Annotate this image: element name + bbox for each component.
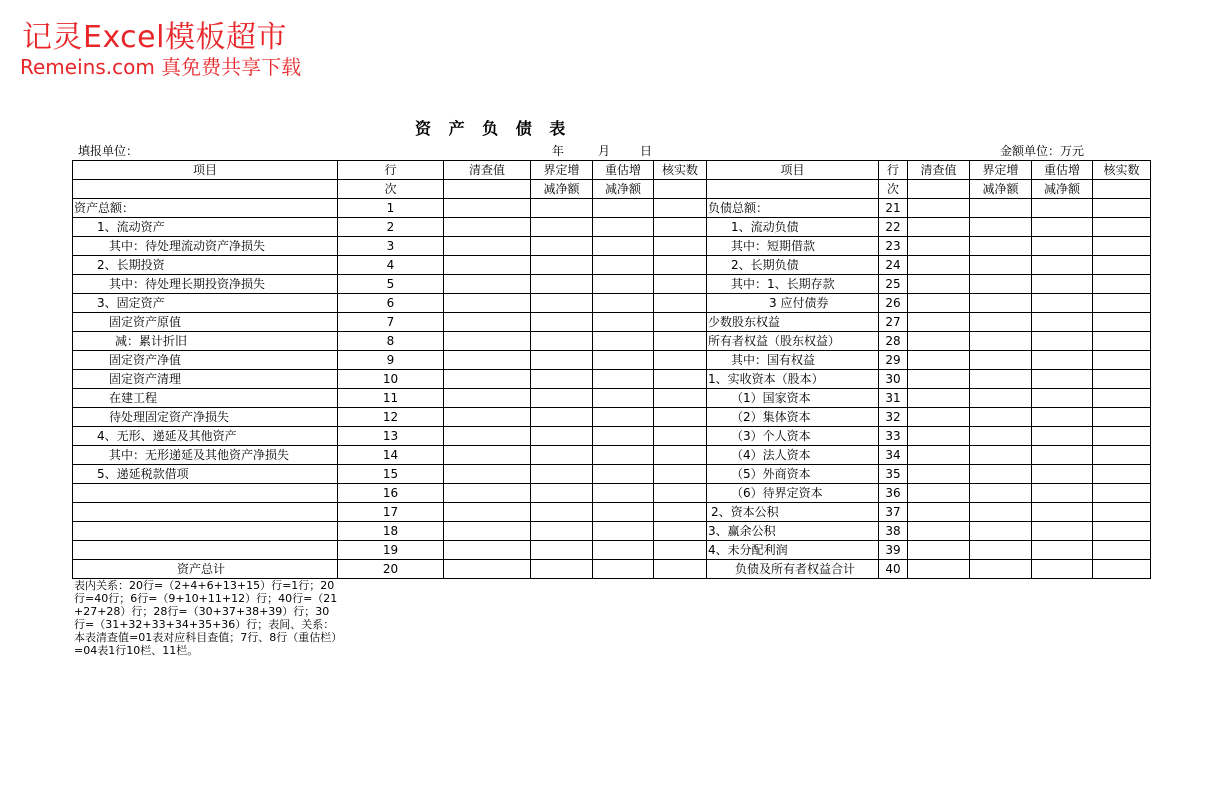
liability-adj1 — [970, 484, 1032, 503]
asset-item: 1、流动资产 — [73, 218, 338, 237]
liability-verified — [1093, 351, 1151, 370]
liability-item: 其中：1、长期存款 — [707, 275, 879, 294]
asset-verified — [654, 446, 707, 465]
col-header-check-value: 清查值 — [444, 161, 531, 180]
liability-line-no: 38 — [879, 522, 908, 541]
liability-check-value — [908, 427, 970, 446]
liability-verified — [1093, 503, 1151, 522]
asset-check-value — [444, 522, 531, 541]
asset-adj1 — [531, 484, 593, 503]
asset-adj2 — [593, 370, 654, 389]
liability-line-no: 31 — [879, 389, 908, 408]
asset-adj2 — [593, 484, 654, 503]
col-header-adj1-2: 减净额 — [531, 180, 593, 199]
liability-adj1 — [970, 522, 1032, 541]
liability-check-value — [908, 503, 970, 522]
header-blank — [654, 180, 707, 199]
liability-item: 负债总额： — [707, 199, 879, 218]
table-row — [73, 503, 1151, 522]
liability-line-no: 21 — [879, 199, 908, 218]
asset-check-value — [444, 332, 531, 351]
asset-adj1 — [531, 465, 593, 484]
asset-line-no: 12 — [338, 408, 444, 427]
liability-line-no: 28 — [879, 332, 908, 351]
asset-adj1 — [531, 370, 593, 389]
asset-verified — [654, 541, 707, 560]
asset-verified — [654, 351, 707, 370]
asset-check-value — [444, 560, 531, 579]
asset-adj2 — [593, 389, 654, 408]
asset-check-value — [444, 465, 531, 484]
asset-check-value — [444, 370, 531, 389]
liability-verified — [1093, 427, 1151, 446]
asset-verified — [654, 522, 707, 541]
asset-item — [73, 503, 338, 522]
asset-item: 待处理固定资产净损失 — [73, 408, 338, 427]
liability-item: （2）集体资本 — [707, 408, 879, 427]
liability-line-no: 40 — [879, 560, 908, 579]
liability-verified — [1093, 256, 1151, 275]
table-row — [73, 541, 1151, 560]
liability-verified — [1093, 313, 1151, 332]
asset-adj2 — [593, 332, 654, 351]
col-header-line-no: 行 — [338, 161, 444, 180]
col-header-line-no-2: 次 — [338, 180, 444, 199]
liability-adj1 — [970, 446, 1032, 465]
asset-adj2 — [593, 541, 654, 560]
asset-verified — [654, 408, 707, 427]
liability-item: （4）法人资本 — [707, 446, 879, 465]
liability-adj1 — [970, 218, 1032, 237]
liability-adj2 — [1032, 484, 1093, 503]
report-date — [552, 142, 652, 159]
liability-item: 少数股东权益 — [707, 313, 879, 332]
header-blank — [1093, 180, 1151, 199]
asset-check-value — [444, 541, 531, 560]
asset-verified — [654, 389, 707, 408]
month-label: 月 — [598, 144, 611, 158]
table-row — [73, 313, 1151, 332]
asset-verified — [654, 237, 707, 256]
asset-line-no: 19 — [338, 541, 444, 560]
liability-adj2 — [1032, 199, 1093, 218]
liability-check-value — [908, 522, 970, 541]
asset-item: 资产总额： — [73, 199, 338, 218]
liability-verified — [1093, 541, 1151, 560]
asset-item: 减：累计折旧 — [73, 332, 338, 351]
liability-adj2 — [1032, 332, 1093, 351]
liability-line-no: 23 — [879, 237, 908, 256]
asset-item: 固定资产原值 — [73, 313, 338, 332]
table-row — [73, 427, 1151, 446]
asset-line-no: 4 — [338, 256, 444, 275]
liability-check-value — [908, 294, 970, 313]
asset-adj2 — [593, 256, 654, 275]
table-row — [73, 256, 1151, 275]
liability-adj1 — [970, 503, 1032, 522]
asset-item — [73, 484, 338, 503]
asset-line-no: 3 — [338, 237, 444, 256]
liability-item: 其中：国有权益 — [707, 351, 879, 370]
asset-adj1 — [531, 294, 593, 313]
liability-verified — [1093, 484, 1151, 503]
liability-adj1 — [970, 370, 1032, 389]
liability-item: 3 应付债券 — [707, 294, 879, 313]
asset-check-value — [444, 446, 531, 465]
asset-check-value — [444, 256, 531, 275]
asset-line-no: 7 — [338, 313, 444, 332]
asset-adj1 — [531, 313, 593, 332]
asset-line-no: 15 — [338, 465, 444, 484]
asset-line-no: 2 — [338, 218, 444, 237]
liability-item: 所有者权益（股东权益） — [707, 332, 879, 351]
asset-adj1 — [531, 522, 593, 541]
liability-adj1 — [970, 256, 1032, 275]
liability-verified — [1093, 446, 1151, 465]
asset-line-no: 11 — [338, 389, 444, 408]
asset-adj1 — [531, 446, 593, 465]
asset-line-no: 16 — [338, 484, 444, 503]
asset-verified — [654, 256, 707, 275]
asset-verified — [654, 313, 707, 332]
liability-item: 1、实收资本（股本） — [707, 370, 879, 389]
liability-adj2 — [1032, 370, 1093, 389]
asset-item: 资产总计 — [73, 560, 338, 579]
asset-check-value — [444, 237, 531, 256]
liability-verified — [1093, 465, 1151, 484]
asset-adj2 — [593, 294, 654, 313]
liability-adj1 — [970, 351, 1032, 370]
asset-verified — [654, 218, 707, 237]
liability-adj2 — [1032, 522, 1093, 541]
liability-check-value — [908, 218, 970, 237]
liability-verified — [1093, 560, 1151, 579]
liability-adj2 — [1032, 541, 1093, 560]
col-header-adj2: 重估增 — [1032, 161, 1093, 180]
liability-line-no: 39 — [879, 541, 908, 560]
liability-check-value — [908, 256, 970, 275]
liability-adj2 — [1032, 503, 1093, 522]
liability-adj1 — [970, 541, 1032, 560]
asset-adj1 — [531, 218, 593, 237]
liability-adj1 — [970, 332, 1032, 351]
asset-line-no: 9 — [338, 351, 444, 370]
asset-item: 固定资产清理 — [73, 370, 338, 389]
asset-check-value — [444, 351, 531, 370]
col-header-item: 项目 — [707, 161, 879, 180]
asset-line-no: 17 — [338, 503, 444, 522]
asset-check-value — [444, 199, 531, 218]
asset-adj1 — [531, 427, 593, 446]
asset-adj1 — [531, 332, 593, 351]
watermark-title: 记灵Excel模板超市 — [22, 20, 287, 55]
asset-adj2 — [593, 503, 654, 522]
col-header-verified: 核实数 — [1093, 161, 1151, 180]
asset-check-value — [444, 313, 531, 332]
col-header-item: 项目 — [73, 161, 338, 180]
liability-line-no: 29 — [879, 351, 908, 370]
asset-check-value — [444, 484, 531, 503]
liability-adj2 — [1032, 560, 1093, 579]
header-row-1 — [73, 161, 1151, 180]
asset-verified — [654, 294, 707, 313]
asset-line-no: 8 — [338, 332, 444, 351]
asset-adj1 — [531, 237, 593, 256]
liability-check-value — [908, 389, 970, 408]
liability-adj1 — [970, 294, 1032, 313]
asset-item: 其中：待处理流动资产净损失 — [73, 237, 338, 256]
table-row — [73, 351, 1151, 370]
liability-line-no: 35 — [879, 465, 908, 484]
balance-sheet-table — [72, 160, 1151, 579]
liability-line-no: 33 — [879, 427, 908, 446]
asset-item: 3、固定资产 — [73, 294, 338, 313]
liability-check-value — [908, 199, 970, 218]
asset-item: 5、递延税款借项 — [73, 465, 338, 484]
header-blank — [444, 180, 531, 199]
liability-adj1 — [970, 560, 1032, 579]
col-header-adj2: 重估增 — [593, 161, 654, 180]
liability-item: 2、长期负债 — [707, 256, 879, 275]
asset-adj1 — [531, 503, 593, 522]
liability-adj2 — [1032, 313, 1093, 332]
liability-adj2 — [1032, 351, 1093, 370]
liability-adj1 — [970, 199, 1032, 218]
asset-adj2 — [593, 408, 654, 427]
table-notes: 表内关系：20行=（2+4+6+13+15）行=1行；20行=40行；6行=（9+10+11+12）行；40行=（21+27+28）行；28行=（30+37+38+39）行；30行=（31+32+33+34+35+36）行；表间、关系：本表清查值=01表对应科目查值；7行、8行（重估栏）=04表1行10栏、11栏。 — [74, 579, 338, 657]
liability-verified — [1093, 275, 1151, 294]
asset-check-value — [444, 294, 531, 313]
liability-adj2 — [1032, 294, 1093, 313]
asset-line-no: 18 — [338, 522, 444, 541]
liability-adj1 — [970, 237, 1032, 256]
col-header-adj1: 界定增 — [970, 161, 1032, 180]
asset-adj1 — [531, 275, 593, 294]
liability-adj2 — [1032, 256, 1093, 275]
liability-line-no: 37 — [879, 503, 908, 522]
col-header-adj2-2: 减净额 — [593, 180, 654, 199]
table-row — [73, 522, 1151, 541]
header-blank — [908, 180, 970, 199]
liability-check-value — [908, 332, 970, 351]
liability-verified — [1093, 218, 1151, 237]
asset-verified — [654, 503, 707, 522]
asset-adj1 — [531, 408, 593, 427]
day-label: 日 — [640, 144, 653, 158]
liability-adj1 — [970, 408, 1032, 427]
asset-item: 2、长期投资 — [73, 256, 338, 275]
liability-check-value — [908, 313, 970, 332]
liability-line-no: 36 — [879, 484, 908, 503]
col-header-line-no-2: 次 — [879, 180, 908, 199]
asset-item — [73, 541, 338, 560]
asset-line-no: 1 — [338, 199, 444, 218]
col-header-line-no: 行 — [879, 161, 908, 180]
liability-item: （5）外商资本 — [707, 465, 879, 484]
watermark-subtitle: Remeins.com 真免费共享下载 — [20, 55, 302, 79]
year-label: 年 — [552, 144, 565, 158]
liability-line-no: 26 — [879, 294, 908, 313]
asset-adj2 — [593, 427, 654, 446]
liability-check-value — [908, 408, 970, 427]
asset-verified — [654, 560, 707, 579]
asset-item: 4、无形、递延及其他资产 — [73, 427, 338, 446]
asset-adj2 — [593, 199, 654, 218]
liability-check-value — [908, 560, 970, 579]
asset-item: 其中：待处理长期投资净损失 — [73, 275, 338, 294]
liability-check-value — [908, 351, 970, 370]
liability-verified — [1093, 237, 1151, 256]
asset-verified — [654, 275, 707, 294]
asset-adj2 — [593, 465, 654, 484]
asset-adj2 — [593, 237, 654, 256]
table-row — [73, 389, 1151, 408]
col-header-adj1-2: 减净额 — [970, 180, 1032, 199]
asset-verified — [654, 484, 707, 503]
asset-check-value — [444, 389, 531, 408]
liability-verified — [1093, 389, 1151, 408]
liability-line-no: 32 — [879, 408, 908, 427]
liability-item: 其中：短期借款 — [707, 237, 879, 256]
liability-line-no: 24 — [879, 256, 908, 275]
asset-adj2 — [593, 560, 654, 579]
liability-item: 1、流动负债 — [707, 218, 879, 237]
liability-item: 4、未分配利润 — [707, 541, 879, 560]
report-title: 资 产 负 债 表 — [415, 119, 572, 138]
header-row-2 — [73, 180, 1151, 199]
asset-adj2 — [593, 218, 654, 237]
amount-unit-label: 金额单位：万元 — [1000, 144, 1085, 158]
asset-line-no: 10 — [338, 370, 444, 389]
liability-line-no: 25 — [879, 275, 908, 294]
asset-check-value — [444, 218, 531, 237]
liability-item: 2、资本公积 — [707, 503, 879, 522]
header-blank — [73, 180, 338, 199]
asset-item: 固定资产净值 — [73, 351, 338, 370]
table-row — [73, 465, 1151, 484]
liability-adj2 — [1032, 408, 1093, 427]
asset-verified — [654, 199, 707, 218]
asset-adj1 — [531, 541, 593, 560]
asset-adj1 — [531, 560, 593, 579]
col-header-adj2-2: 减净额 — [1032, 180, 1093, 199]
liability-verified — [1093, 370, 1151, 389]
liability-adj2 — [1032, 446, 1093, 465]
table-row — [73, 199, 1151, 218]
liability-line-no: 27 — [879, 313, 908, 332]
reporting-unit-label: 填报单位： — [78, 144, 139, 158]
asset-adj2 — [593, 446, 654, 465]
liability-check-value — [908, 446, 970, 465]
liability-line-no: 34 — [879, 446, 908, 465]
liability-check-value — [908, 237, 970, 256]
liability-adj2 — [1032, 389, 1093, 408]
liability-item: 负债及所有者权益合计 — [707, 560, 879, 579]
liability-verified — [1093, 332, 1151, 351]
asset-adj2 — [593, 351, 654, 370]
asset-item: 其中：无形递延及其他资产净损失 — [73, 446, 338, 465]
liability-item: （3）个人资本 — [707, 427, 879, 446]
liability-check-value — [908, 484, 970, 503]
asset-item: 在建工程 — [73, 389, 338, 408]
table-row — [73, 218, 1151, 237]
col-header-check-value: 清查值 — [908, 161, 970, 180]
col-header-verified: 核实数 — [654, 161, 707, 180]
table-row — [73, 446, 1151, 465]
asset-adj2 — [593, 522, 654, 541]
liability-check-value — [908, 465, 970, 484]
asset-adj1 — [531, 199, 593, 218]
liability-item: （1）国家资本 — [707, 389, 879, 408]
liability-check-value — [908, 370, 970, 389]
asset-check-value — [444, 427, 531, 446]
asset-line-no: 13 — [338, 427, 444, 446]
asset-check-value — [444, 503, 531, 522]
asset-line-no: 20 — [338, 560, 444, 579]
liability-verified — [1093, 408, 1151, 427]
asset-adj2 — [593, 313, 654, 332]
asset-adj1 — [531, 256, 593, 275]
table-row — [73, 294, 1151, 313]
liability-check-value — [908, 541, 970, 560]
table-row — [73, 275, 1151, 294]
header-blank — [707, 180, 879, 199]
asset-verified — [654, 370, 707, 389]
liability-adj1 — [970, 313, 1032, 332]
liability-verified — [1093, 522, 1151, 541]
liability-adj1 — [970, 465, 1032, 484]
liability-line-no: 30 — [879, 370, 908, 389]
liability-adj2 — [1032, 465, 1093, 484]
table-row — [73, 560, 1151, 579]
liability-adj1 — [970, 275, 1032, 294]
table-row — [73, 370, 1151, 389]
asset-verified — [654, 465, 707, 484]
asset-verified — [654, 427, 707, 446]
asset-verified — [654, 332, 707, 351]
asset-line-no: 14 — [338, 446, 444, 465]
liability-adj1 — [970, 427, 1032, 446]
liability-adj2 — [1032, 275, 1093, 294]
table-row — [73, 484, 1151, 503]
liability-adj2 — [1032, 218, 1093, 237]
col-header-adj1: 界定增 — [531, 161, 593, 180]
liability-adj2 — [1032, 237, 1093, 256]
asset-item — [73, 522, 338, 541]
liability-item: 3、赢余公积 — [707, 522, 879, 541]
asset-adj1 — [531, 389, 593, 408]
asset-check-value — [444, 408, 531, 427]
asset-adj1 — [531, 351, 593, 370]
liability-line-no: 22 — [879, 218, 908, 237]
asset-line-no: 6 — [338, 294, 444, 313]
asset-line-no: 5 — [338, 275, 444, 294]
table-row — [73, 332, 1151, 351]
table-row — [73, 408, 1151, 427]
asset-adj2 — [593, 275, 654, 294]
liability-verified — [1093, 199, 1151, 218]
liability-adj1 — [970, 389, 1032, 408]
liability-item: （6）待界定资本 — [707, 484, 879, 503]
liability-adj2 — [1032, 427, 1093, 446]
liability-verified — [1093, 294, 1151, 313]
asset-check-value — [444, 275, 531, 294]
table-row — [73, 237, 1151, 256]
liability-check-value — [908, 275, 970, 294]
